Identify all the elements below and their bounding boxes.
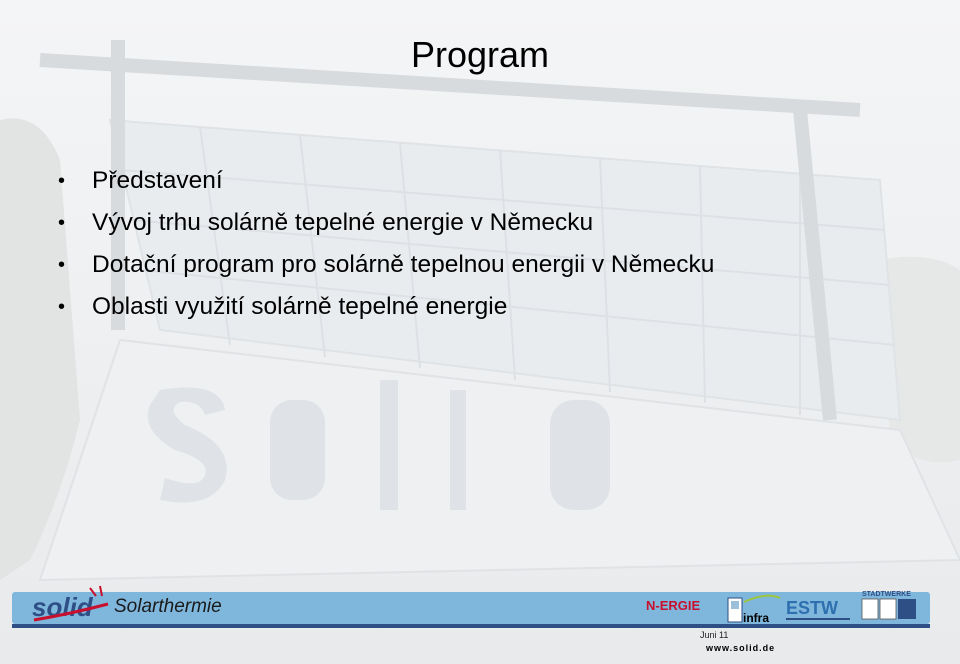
brand-label: Solarthermie [114, 596, 222, 617]
footer-band-dark [12, 624, 930, 628]
partner-logo-infra [726, 592, 782, 626]
footer-website[interactable]: www.solid.de [706, 643, 776, 653]
bullet-icon: • [58, 212, 66, 234]
slide-title: Program [410, 34, 550, 75]
partner-nergie-text: N-ERGIE [646, 598, 701, 613]
bullet-icon: • [58, 254, 66, 276]
bullet-icon: • [58, 170, 66, 192]
bullet-list [58, 160, 714, 328]
footer-date: Juni 11 [700, 630, 729, 640]
footer [12, 580, 948, 653]
partner-infra-text: infra [743, 611, 770, 625]
bullet-text: Dotační program pro solárně tepelnou energii v Německu [92, 251, 715, 278]
bullet-text: Vývoj trhu solárně tepelné energie v Německu [92, 209, 594, 236]
bullet-item [58, 244, 714, 286]
bullet-text: Představení [92, 167, 223, 194]
partner-logo-stadtwerke [858, 580, 920, 624]
partner-logo-nergie [646, 598, 700, 613]
bullet-text: Oblasti využití solárně tepelné energie [92, 293, 508, 320]
bullet-icon: • [58, 296, 66, 318]
partner-stadtwerke-text: STADTWERKE [862, 591, 911, 598]
bullet-item [58, 286, 714, 328]
solid-logo-text: solid [32, 592, 93, 622]
partner-logo-estw [784, 592, 854, 624]
solid-logo [30, 582, 112, 626]
bullet-item [58, 160, 714, 202]
bullet-item [58, 202, 714, 244]
partner-estw-text: ESTW [786, 598, 838, 618]
